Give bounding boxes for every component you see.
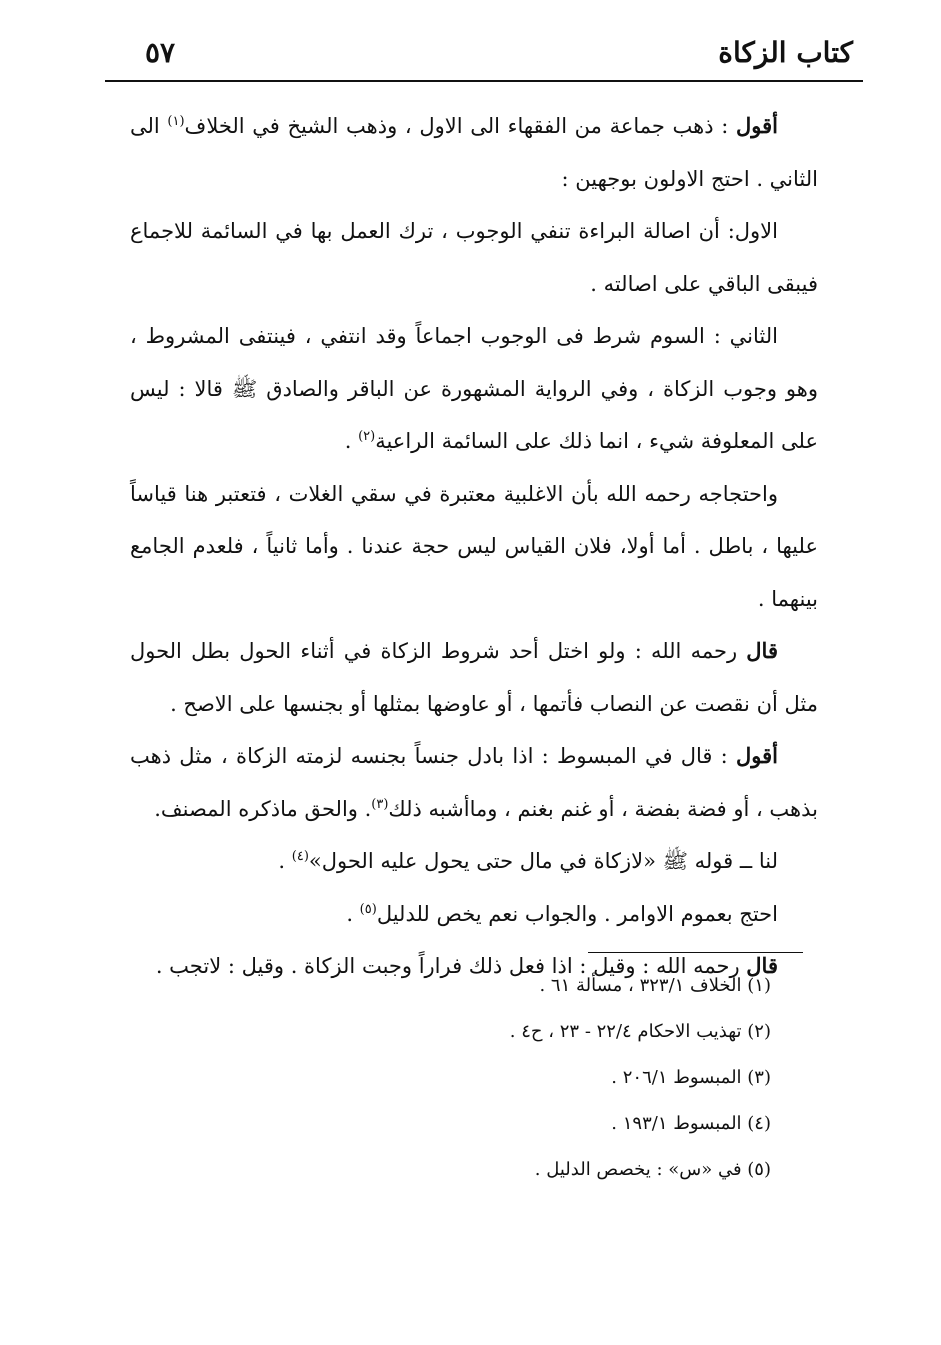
paragraph-text: الاول: أن اصالة البراءة تنفي الوجوب ، ترك العمل بها في السائمة للاجماع فيبقى الباقي على اصالته . xyxy=(130,219,818,296)
footnote-divider xyxy=(588,952,803,953)
paragraph-text: الثاني : السوم شرط فى الوجوب اجماعاً وقد انتفي ، فينتفى المشروط ، وهو وجوب الزكاة ، وفي الرواية المشهورة عن الباقر والصادق ﷺ قالا : ليس على المعلوفة شيء ، انما ذلك على السائمة الراعية xyxy=(130,324,818,453)
page-title: كتاب الزكاة xyxy=(718,36,853,69)
footnote-2: (٢) تهذيب الاحكام ٢٢/٤ - ٢٣ ، ح٤ . xyxy=(509,1021,771,1042)
running-header xyxy=(105,28,863,80)
paragraph-text: واحتجاجه رحمه الله بأن الاغلبية معتبرة في سقي الغلات ، فتعتبر هنا قياساً عليها ، باطل . أما أولا، فلان القياس ليس حجة عندنا . وأما ثانياً ، فلعدم الجامع بينهما . xyxy=(130,481,818,611)
paragraph-tail: . xyxy=(344,429,359,453)
footnote-ref: (٣) xyxy=(371,796,389,812)
footnote-4: (٤) المبسوط ١٩٣/١ . xyxy=(611,1113,771,1134)
paragraph-text: : قال في المبسوط : اذا بادل جنساً بجنسه لزمته الزكاة ، مثل ذهب بذهب ، أو فضة بفضة ، أو غنم بغنم ، وماأشبه ذلك xyxy=(130,744,818,821)
paragraph-tail: . والحق ماذكره المصنف. xyxy=(154,796,372,821)
paragraph-7 xyxy=(130,835,818,888)
paragraph-text: : ذهب جماعة من الفقهاء الى الاول ، وذهب الشيخ في الخلاف xyxy=(184,114,737,138)
footnote-5: (٥) في «س» : يخصص الدليل . xyxy=(534,1159,771,1180)
paragraph-lead: قال xyxy=(746,953,778,978)
footnote-ref: (٥) xyxy=(359,901,377,917)
footnotes xyxy=(271,963,771,1193)
paragraph-2 xyxy=(130,205,818,310)
paragraph-text: رحمه الله : وقيل : اذا فعل ذلك فراراً وجبت الزكاة . وقيل : لاتجب . xyxy=(155,954,747,978)
header-divider xyxy=(105,80,863,82)
page-number: ٥٧ xyxy=(145,36,176,69)
paragraph-lead: قال xyxy=(746,638,778,663)
footnote-3: (٣) المبسوط ٢٠٦/١ . xyxy=(611,1067,771,1088)
paragraph-lead: أقول xyxy=(736,113,778,138)
footnote-ref: (٢) xyxy=(358,429,376,444)
paragraph-5 xyxy=(130,625,818,730)
paragraph-tail: الى الثاني . احتج الاولون بوجهين : xyxy=(130,114,818,191)
main-text xyxy=(130,100,818,993)
paragraph-4 xyxy=(130,468,818,626)
paragraph-text: رحمه الله : ولو اختل أحد شروط الزكاة في أثناء الحول بطل الحول مثل أن نقصت عن النصاب فأتمها ، أو عاوضها بمثلها أو بجنسها على الاصح . xyxy=(130,639,818,716)
paragraph-tail: . xyxy=(278,849,292,873)
paragraph-8 xyxy=(130,888,818,941)
footnote-ref: (١) xyxy=(167,114,185,129)
paragraph-text: لنا ــ قوله ﷺ «لازكاة في مال حتى يحول عليه الحول» xyxy=(308,849,778,873)
paragraph-6 xyxy=(130,730,818,835)
footnote-1: (١) الخلاف ٣٢٣/١ ، مسألة ٦١ . xyxy=(539,975,771,996)
paragraph-text: احتج بعموم الاوامر . والجواب نعم يخص للدليل xyxy=(376,901,778,926)
paragraph-3 xyxy=(130,310,818,468)
paragraph-1 xyxy=(130,100,818,205)
paragraph-lead: أقول xyxy=(736,743,778,768)
footnote-ref: (٤) xyxy=(291,849,309,864)
paragraph-tail: . xyxy=(346,901,360,926)
